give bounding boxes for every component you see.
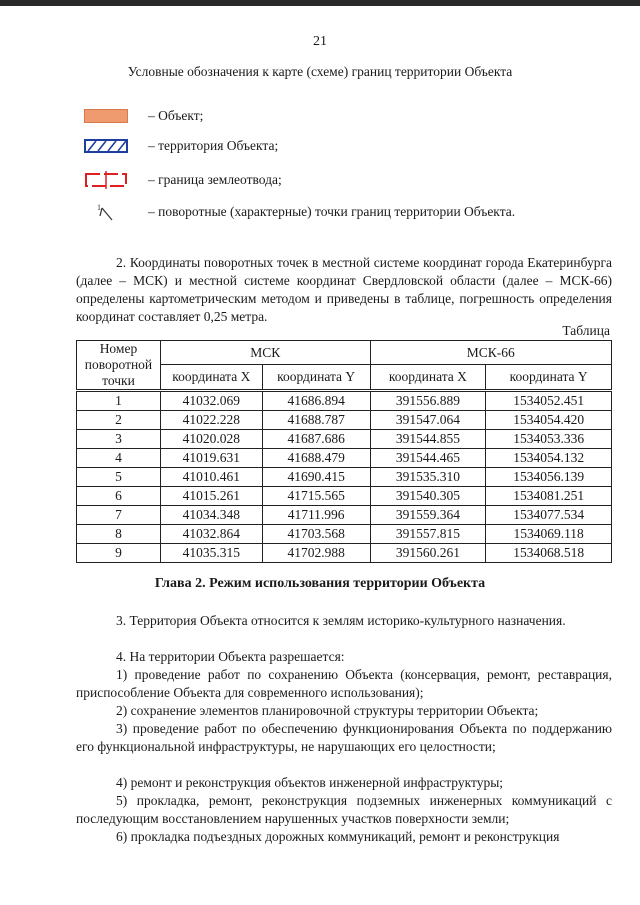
turning-point-number: 1 [97,203,101,212]
cell-msk66-x: 391544.855 [370,430,486,449]
table-row [77,487,612,506]
table-row [77,544,612,563]
cell-point-number: 5 [77,468,161,487]
table-row [77,468,612,487]
cell-msk66-y: 1534068.518 [486,544,612,563]
cell-msk66-x: 391560.261 [370,544,486,563]
cell-point-number: 7 [77,506,161,525]
turning-point-marker-icon [84,202,132,222]
paragraph-4-item-6: 6) прокладка подъездных дорожных коммуникаций, ремонт и реконструкция [116,829,560,844]
paragraph-4-item-1: 1) проведение работ по сохранению Объекта (консервация, ремонт, реставрация, приспособление Объекта для современного использования); [76,667,612,700]
cell-msk-x: 41010.461 [160,468,262,487]
cell-msk-y: 41711.996 [262,506,370,525]
table-row [77,525,612,544]
cell-msk66-x: 391544.465 [370,449,486,468]
cell-msk-y: 41715.565 [262,487,370,506]
table-row [77,411,612,430]
cell-msk66-y: 1534056.139 [486,468,612,487]
legend-item-turning-point [84,202,515,222]
cell-point-number: 4 [77,449,161,468]
cell-msk66-x: 391556.889 [370,391,486,411]
cell-point-number: 6 [77,487,161,506]
page-number: 21 [313,34,327,49]
table-caption: Таблица [562,323,610,338]
header-point-number: Номер поворотной точки [77,341,161,391]
cell-msk-y: 41688.479 [262,449,370,468]
legend-item-boundary [84,170,282,190]
paragraph-4: 4. На территории Объекта разрешается: [116,649,345,664]
cell-msk66-x: 391557.815 [370,525,486,544]
cell-msk66-x: 391540.305 [370,487,486,506]
legend-label: – поворотные (характерные) точки границ территории Объекта. [148,204,516,219]
cell-msk-x: 41015.261 [160,487,262,506]
section-2-paragraph: 2. Координаты поворотных точек в местной системе координат города Екатеринбурга (далее – МСК) и местной системе координат Свердловской области (далее – МСК-66) определены картометрическим методом и приведены в таблице, погрешность определения координат составляет 0,25 метра. [76,255,612,324]
header-msk66-x: координата X [370,365,486,391]
cell-msk-y: 41688.787 [262,411,370,430]
header-msk66-y: координата Y [486,365,612,391]
paragraph-3: 3. Территория Объекта относится к землям историко-культурного назначения. [116,613,566,628]
legend-label: – Объект; [148,108,204,123]
coordinates-table-body [77,391,612,563]
cell-msk-x: 41035.315 [160,544,262,563]
paragraph-4-item-5: 5) прокладка, ремонт, реконструкция подземных инженерных коммуникаций с последующим восстановлением нарушенных участков поверхности земли; [76,793,612,826]
cell-msk-x: 41034.348 [160,506,262,525]
header-msk-y: координата Y [262,365,370,391]
territory-hatch-swatch-icon [84,136,132,156]
cell-msk-x: 41032.864 [160,525,262,544]
header-msk66: МСК-66 [370,341,611,365]
paragraph-4-item-3: 3) проведение работ по обеспечению функционирования Объекта по поддержанию его функциональной инфраструктуры, не нарушающих его целостности; [76,721,612,754]
cell-point-number: 2 [77,411,161,430]
table-row [77,430,612,449]
cell-msk66-x: 391547.064 [370,411,486,430]
table-row [77,506,612,525]
legend-title: Условные обозначения к карте (схеме) границ территории Объекта [127,64,513,79]
scan-top-border [0,0,640,6]
cell-msk66-y: 1534053.336 [486,430,612,449]
cell-msk66-y: 1534054.420 [486,411,612,430]
legend-item-object [84,106,203,126]
cell-msk-x: 41022.228 [160,411,262,430]
cell-msk66-y: 1534052.451 [486,391,612,411]
cell-point-number: 1 [77,391,161,411]
cell-msk-y: 41687.686 [262,430,370,449]
legend-label: – территория Объекта; [148,138,279,153]
cell-point-number: 9 [77,544,161,563]
header-msk: МСК [160,341,370,365]
cell-msk-y: 41686.894 [262,391,370,411]
cell-msk-y: 41702.988 [262,544,370,563]
cell-msk66-y: 1534077.534 [486,506,612,525]
cell-msk-x: 41020.028 [160,430,262,449]
cell-msk66-y: 1534054.132 [486,449,612,468]
paragraph-4-item-4: 4) ремонт и реконструкция объектов инженерной инфраструктуры; [116,775,504,790]
header-msk-x: координата X [160,365,262,391]
table-row [77,391,612,411]
cell-point-number: 8 [77,525,161,544]
cell-msk66-y: 1534069.118 [486,525,612,544]
cell-msk66-y: 1534081.251 [486,487,612,506]
cell-msk-y: 41703.568 [262,525,370,544]
cell-point-number: 3 [77,430,161,449]
cell-msk66-x: 391559.364 [370,506,486,525]
cell-msk66-x: 391535.310 [370,468,486,487]
cell-msk-x: 41032.069 [160,391,262,411]
paragraph-4-item-2: 2) сохранение элементов планировочной структуры территории Объекта; [116,703,539,718]
cell-msk-y: 41690.415 [262,468,370,487]
table-row [77,449,612,468]
legend-item-territory [84,136,278,156]
legend-label: – граница землеотвода; [148,172,282,187]
chapter-title: Глава 2. Режим использования территории Объекта [154,576,486,591]
object-fill-swatch-icon [84,106,132,126]
land-allotment-boundary-icon [84,170,132,190]
coordinates-table [76,340,612,563]
cell-msk-x: 41019.631 [160,449,262,468]
